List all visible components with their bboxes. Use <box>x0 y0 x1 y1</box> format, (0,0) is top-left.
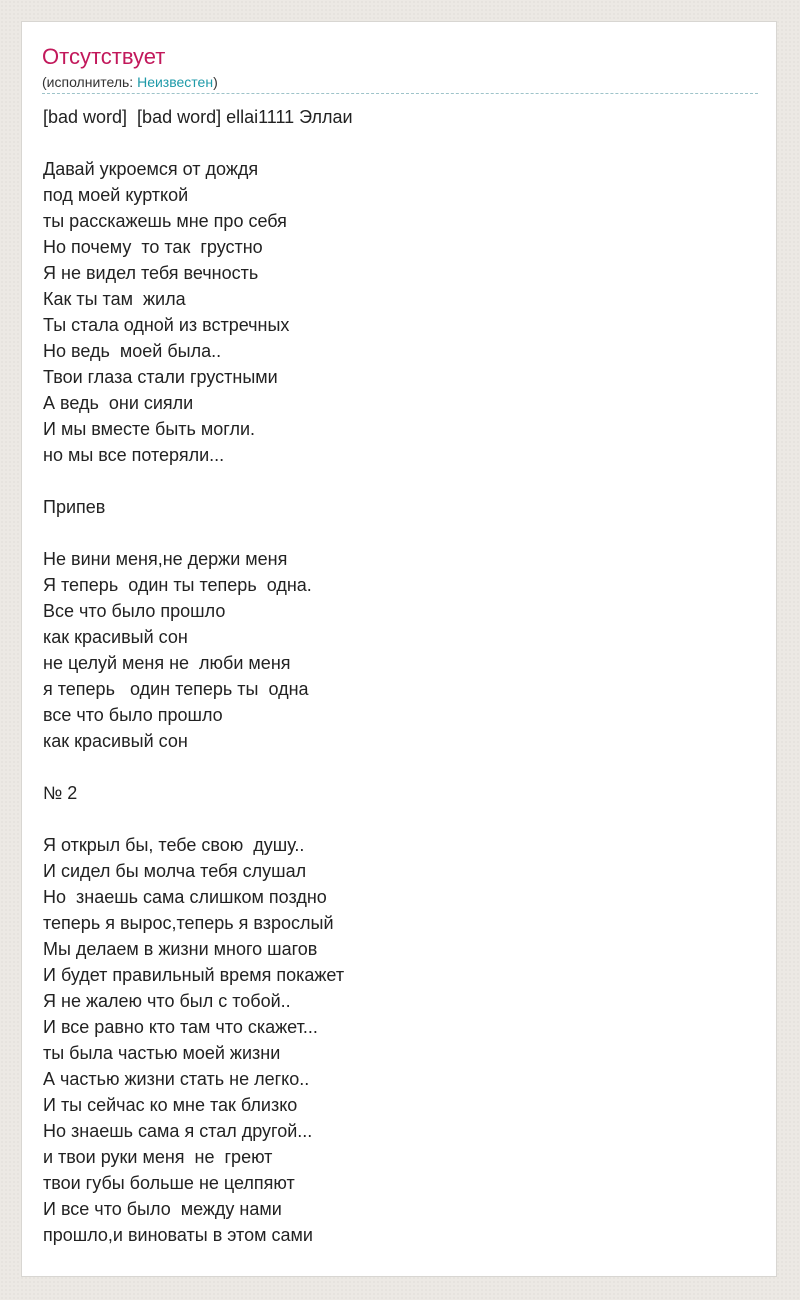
lyric-line: теперь я вырос,теперь я взрослый <box>43 913 334 933</box>
lyric-line: Но почему то так грустно <box>43 237 263 257</box>
artist-link[interactable]: Неизвестен <box>137 74 214 90</box>
lyric-line: А ведь они сияли <box>43 393 194 413</box>
lyric-line: И будет правильный время покажет <box>43 965 345 985</box>
lyric-line: ты была частью моей жизни <box>43 1043 281 1063</box>
artist-line <box>42 72 758 92</box>
lyric-line: Все что было прошло <box>43 601 226 621</box>
artist-prefix: (исполнитель: <box>42 74 138 90</box>
lyric-line: Но знаешь сама я стал другой... <box>43 1121 313 1141</box>
lyric-line: как красивый сон <box>43 731 188 751</box>
artist-suffix: ) <box>213 74 218 90</box>
lyric-line: ты расскажешь мне про себя <box>43 211 287 231</box>
lyric-line: А частью жизни стать не легко.. <box>43 1069 310 1089</box>
lyric-line: И сидел бы молча тебя слушал <box>43 861 307 881</box>
lyric-line: твои губы больше не целпяют <box>43 1173 295 1193</box>
lyric-line: И мы вместе быть могли. <box>43 419 256 439</box>
lyric-line: Но ведь моей была.. <box>43 341 222 361</box>
lyric-line: Не вини меня,не держи меня <box>43 549 288 569</box>
lyric-line: И все равно кто там что скажет... <box>43 1017 318 1037</box>
lyric-line: И все что было между нами <box>43 1199 282 1219</box>
lyric-line: все что было прошло <box>43 705 223 725</box>
lyric-line: Я не жалею что был с тобой.. <box>43 991 291 1011</box>
lyric-line: прошло,и виноваты в этом сами <box>43 1225 313 1245</box>
song-title: Отсутствует <box>42 44 166 69</box>
lyric-line: как красивый сон <box>43 627 188 647</box>
lyric-blank-line <box>43 520 759 546</box>
lyric-line: не целуй меня не люби меня <box>43 653 291 673</box>
lyric-line: № 2 <box>43 783 78 803</box>
lyric-line: Как ты там жила <box>43 289 186 309</box>
lyric-line: Припев <box>43 497 106 517</box>
lyric-line: Я теперь один ты теперь одна. <box>43 575 312 595</box>
lyric-line: под моей курткой <box>43 185 189 205</box>
lyric-blank-line <box>43 806 759 832</box>
lyric-line: но мы все потеряли... <box>43 445 225 465</box>
song-header <box>42 42 758 94</box>
lyrics-text <box>43 104 759 1248</box>
lyrics-card <box>21 21 777 1277</box>
lyric-line: Я открыл бы, тебе свою душу.. <box>43 835 305 855</box>
lyric-line: И ты сейчас ко мне так близко <box>43 1095 298 1115</box>
lyric-line: Я не видел тебя вечность <box>43 263 259 283</box>
lyric-line: Твои глаза стали грустными <box>43 367 278 387</box>
lyric-line: Ты стала одной из встречных <box>43 315 290 335</box>
lyric-line: [bad word] [bad word] ellai1111 Эллаи <box>43 107 353 127</box>
lyric-line: Но знаешь сама слишком поздно <box>43 887 327 907</box>
lyric-blank-line <box>43 468 759 494</box>
lyric-line: Мы делаем в жизни много шагов <box>43 939 318 959</box>
lyric-line: Давай укроемся от дождя <box>43 159 259 179</box>
lyric-blank-line <box>43 130 759 156</box>
lyric-blank-line <box>43 754 759 780</box>
lyric-line: я теперь один теперь ты одна <box>43 679 309 699</box>
lyric-line: и твои руки меня не греют <box>43 1147 273 1167</box>
